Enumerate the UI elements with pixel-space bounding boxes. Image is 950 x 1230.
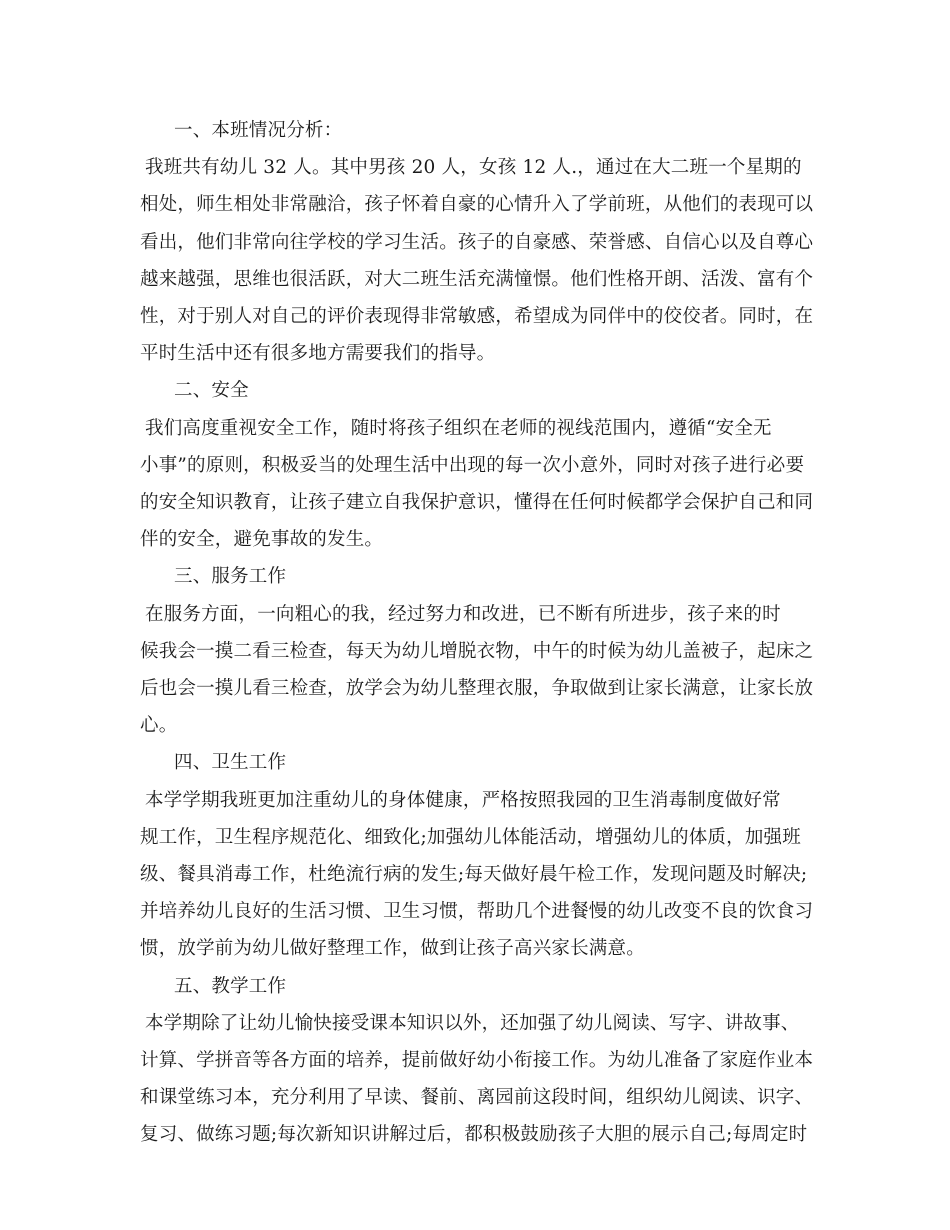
paragraph-line: 并培养幼儿良好的生活习惯、卫生习惯，帮助几个进餐慢的幼儿改变不良的饮食习 (140, 901, 814, 923)
paragraph-line: 越来越强，思维也很活跃，对大二班生活充满憧憬。他们性格开朗、活泼、富有个 (140, 268, 814, 290)
section-hygiene-work (140, 744, 812, 967)
section-heading: 二、安全 (174, 380, 249, 402)
section-safety (140, 372, 812, 558)
paragraph-line: 在服务方面，一向粗心的我，经过努力和改进，已不断有所进步，孩子来的时 (145, 603, 781, 625)
paragraph-line: 惯，放学前为幼儿做好整理工作，做到让孩子高兴家长满意。 (140, 938, 645, 960)
paragraph-line: 复习、做练习题;每次新知识讲解过后，都积极鼓励孩子大胆的展示自己;每周定时 (140, 1124, 808, 1146)
paragraph-line: 伴的安全，避免事故的发生。 (140, 529, 384, 551)
section-heading: 五、教学工作 (174, 975, 287, 997)
paragraph-line: 后也会一摸儿看三检查，放学会为幼儿整理衣服，争取做到让家长满意，让家长放 (140, 678, 814, 700)
paragraph-line: 候我会一摸二看三检查，每天为幼儿增脱衣物，中午的时候为幼儿盖被子，起床之 (140, 640, 814, 662)
paragraph-line: 平时生活中还有很多地方需要我们的指导。 (140, 343, 496, 365)
paragraph-line: 我班共有幼儿 32 人。其中男孩 20 人，女孩 12 人.，通过在大二班一个星期的 (145, 157, 802, 179)
paragraph-line: 本学学期我班更加注重幼儿的身体健康，严格按照我园的卫生消毒制度做好常 (145, 789, 781, 811)
paragraph-line: 心。 (140, 715, 178, 737)
paragraph-line: 计算、学拼音等各方面的培养，提前做好幼小衔接工作。为幼儿准备了家庭作业本 (140, 1050, 814, 1072)
section-heading: 三、服务工作 (174, 566, 287, 588)
section-heading: 一、本班情况分析： (174, 120, 343, 141)
paragraph-line: 的安全知识教育，让孩子建立自我保护意识，懂得在任何时候都学会保护自己和同 (140, 492, 814, 514)
paragraph-line: 级、餐具消毒工作，杜绝流行病的发生;每天做好晨午检工作，发现问题及时解决; (140, 864, 808, 886)
paragraph-line: 性，对于别人对自己的评价表现得非常敏感，希望成为同伴中的佼佼者。同时，在 (140, 306, 814, 328)
paragraph-line: 本学期除了让幼儿愉快接受课本知识以外，还加强了幼儿阅读、写字、讲故事、 (145, 1012, 800, 1034)
paragraph-line: 小事”的原则，积极妥当的处理生活中出现的每一次小意外，同时对孩子进行必要 (140, 454, 805, 476)
document-body (140, 112, 812, 1154)
section-service-work (140, 558, 812, 744)
paragraph-line: 和课堂练习本，充分利用了早读、餐前、离园前这段时间，组织幼儿阅读、识字、 (140, 1087, 814, 1109)
paragraph-line: 我们高度重视安全工作，随时将孩子组织在老师的视线范围内，遵循“安全无 (145, 417, 772, 439)
section-teaching-work (140, 968, 812, 1154)
paragraph-line: 看出，他们非常向往学校的学习生活。孩子的自豪感、荣誉感、自信心以及自尊心 (140, 231, 814, 253)
paragraph-line: 相处，师生相处非常融洽，孩子怀着自豪的心情升入了学前班，从他们的表现可以 (140, 194, 814, 216)
section-heading: 四、卫生工作 (174, 752, 287, 774)
section-class-analysis (140, 112, 812, 372)
paragraph-line: 规工作，卫生程序规范化、细致化;加强幼儿体能活动，增强幼儿的体质，加强班 (140, 826, 801, 848)
